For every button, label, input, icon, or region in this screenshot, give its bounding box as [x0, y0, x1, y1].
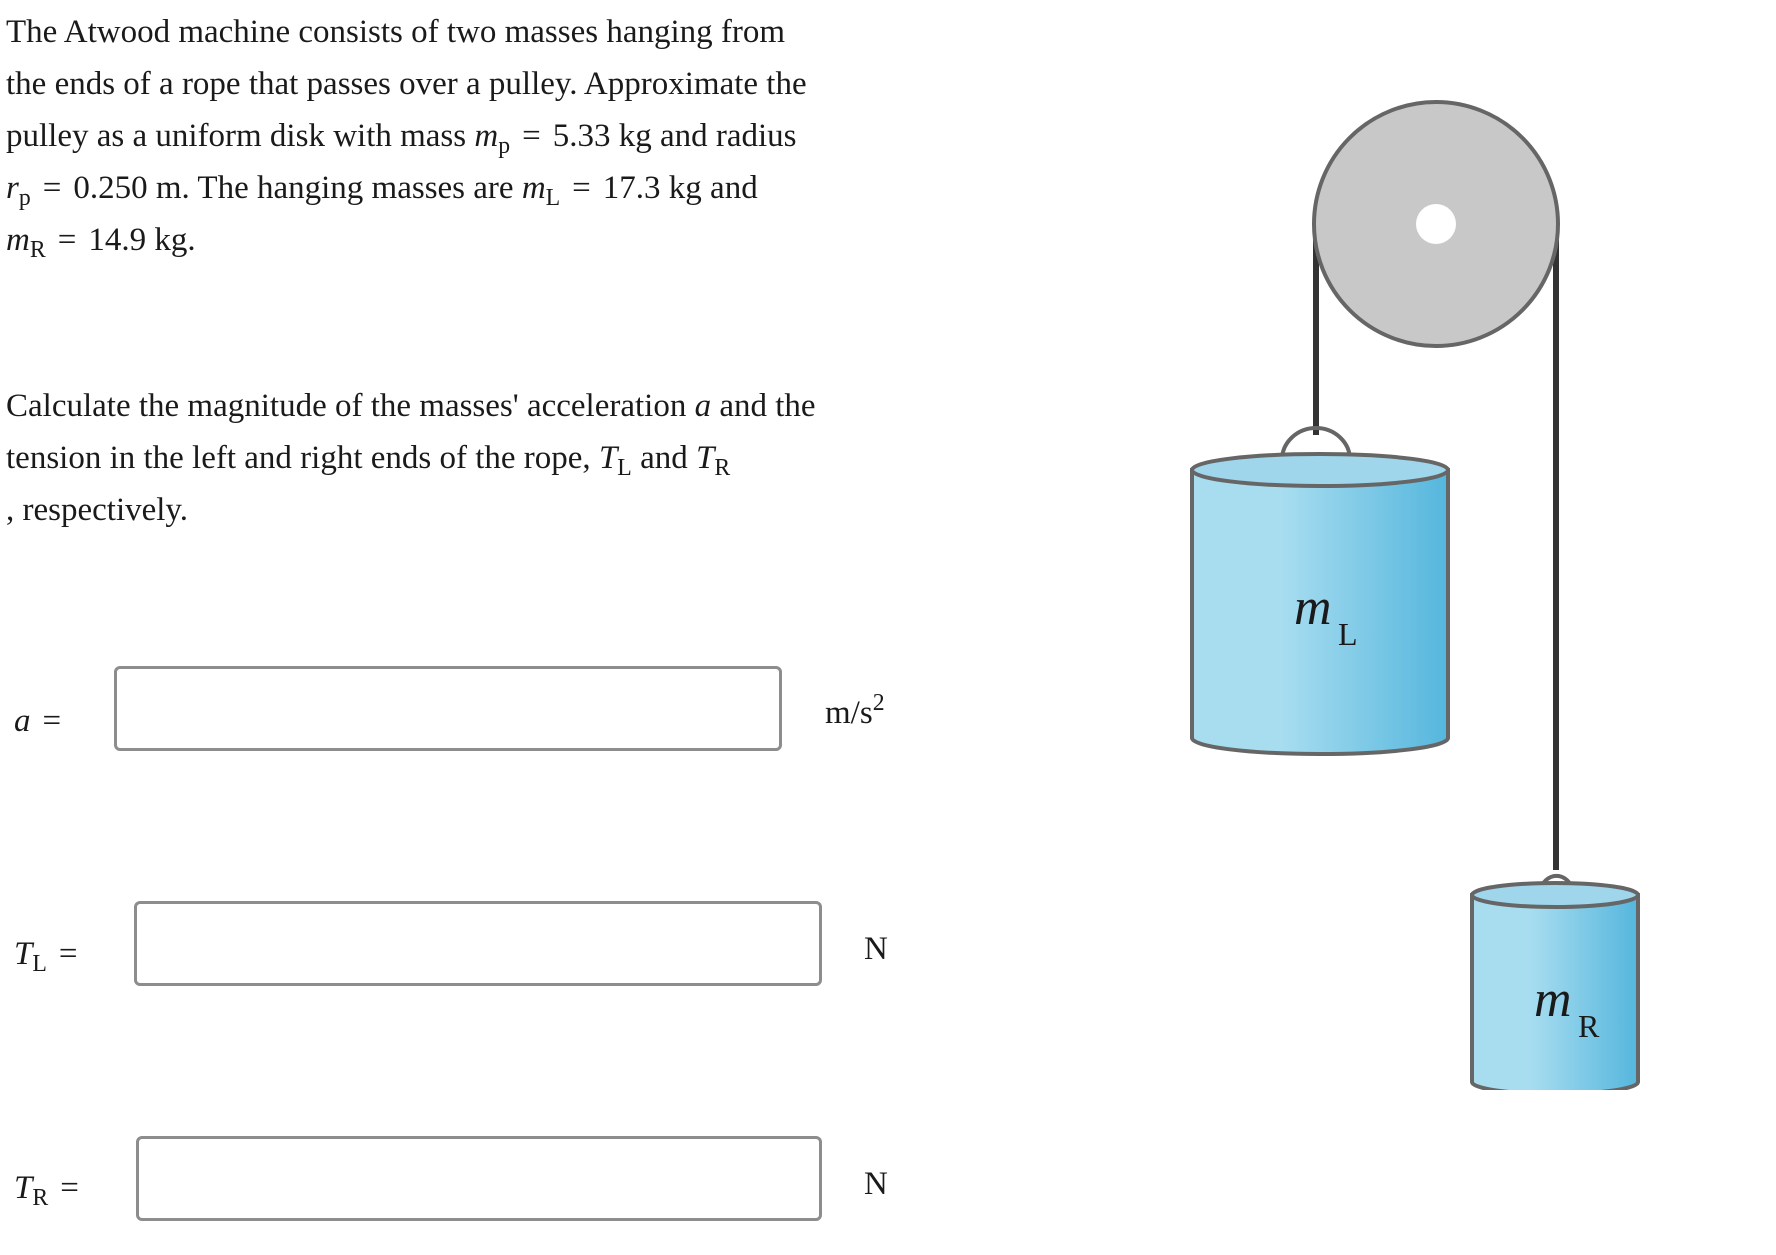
right-bucket-rim [1472, 883, 1638, 907]
question-line-1 [6, 380, 916, 432]
a-label-symbol: a [14, 703, 31, 739]
atwood-machine-diagram [1170, 80, 1670, 1090]
left-bucket-rim [1192, 454, 1448, 486]
rp-subscript: p [18, 185, 31, 212]
TR-answer-label [14, 1168, 91, 1212]
TR-symbol: T [695, 440, 715, 476]
intro-line-4-mid: . The hanging masses are [181, 170, 514, 206]
mR-subscript: R [29, 237, 46, 264]
right-mass-subscript: R [1578, 1008, 1600, 1044]
mL-value: 17.3 kg [602, 170, 702, 206]
intro-line-1: The Atwood machine consists of two masses hanging from [6, 14, 786, 50]
mp-value: 5.33 kg [552, 118, 652, 154]
question-line-1-tail: and the [719, 388, 816, 424]
TL-unit: N [864, 931, 888, 967]
TL-label-subscript: L [32, 951, 47, 978]
intro-line-3-tail: and radius [659, 118, 797, 154]
TR-answer-input[interactable] [136, 1136, 822, 1221]
pulley-axle [1416, 204, 1456, 244]
question-line-2 [6, 432, 916, 484]
period: . [187, 222, 196, 258]
mR-symbol: m [6, 222, 30, 258]
question-line-1-text: Calculate the magnitude of the masses' acceleration [6, 388, 687, 424]
left-mass-subscript: L [1338, 616, 1358, 652]
left-mass-label: m [1294, 579, 1332, 636]
left-mass-bucket [1192, 428, 1448, 754]
TL-answer-input[interactable] [134, 901, 822, 986]
a-answer-label [14, 701, 73, 741]
a-answer-input[interactable] [114, 666, 782, 751]
equals-sign: = [42, 170, 62, 206]
a-symbol: a [694, 388, 712, 424]
rp-symbol: r [6, 170, 19, 206]
mp-subscript: p [498, 133, 511, 160]
TL-subscript: L [617, 455, 632, 482]
question-line-2-text: tension in the left and right ends of the rope, [6, 440, 591, 476]
right-mass-bucket [1472, 876, 1638, 1090]
equals-sign: = [58, 936, 78, 972]
intro-line-3 [6, 110, 906, 162]
intro-line-2: the ends of a rope that passes over a pulley. Approximate the [6, 66, 807, 102]
problem-question [6, 380, 916, 536]
TL-answer-label [14, 934, 90, 978]
a-unit-text: m/s [825, 695, 873, 731]
TR-unit: N [864, 1166, 888, 1202]
and-word: and [640, 440, 688, 476]
a-unit [825, 689, 885, 733]
and-word: and [710, 170, 758, 206]
TL-label-symbol: T [14, 936, 33, 972]
TL-symbol: T [598, 440, 618, 476]
equals-sign: = [522, 118, 541, 154]
equals-sign: = [57, 222, 77, 258]
mR-value: 14.9 kg [88, 222, 188, 258]
equals-sign: = [572, 170, 591, 206]
mp-symbol: m [474, 118, 499, 154]
a-unit-exponent: 2 [872, 689, 885, 716]
intro-line-4 [6, 162, 906, 214]
mL-subscript: L [545, 185, 561, 212]
right-mass-label: m [1534, 971, 1572, 1028]
question-line-3: , respectively. [6, 492, 189, 528]
equals-sign: = [60, 1170, 79, 1206]
TR-label-symbol: T [14, 1170, 33, 1206]
intro-line-5 [6, 214, 906, 266]
TR-subscript: R [714, 455, 731, 482]
problem-intro [6, 6, 906, 266]
rp-value: 0.250 m [73, 170, 182, 206]
mL-symbol: m [521, 170, 546, 206]
TR-label-subscript: R [32, 1185, 49, 1212]
equals-sign: = [42, 703, 62, 739]
intro-line-3-text: pulley as a uniform disk with mass [6, 118, 467, 154]
